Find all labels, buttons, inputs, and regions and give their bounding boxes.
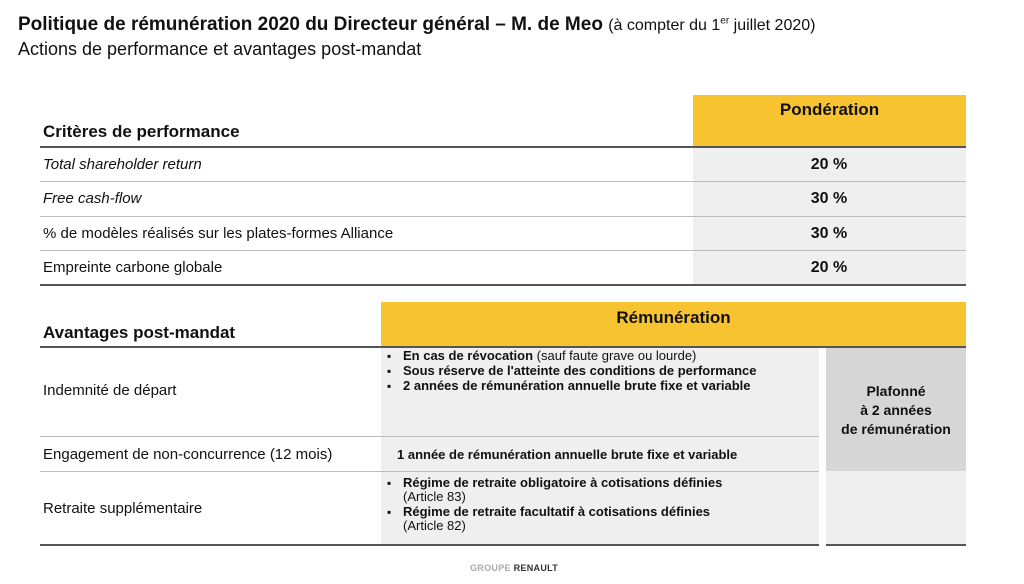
page-title xyxy=(18,14,815,36)
page-subtitle: Actions de performance et avantages post-mandat xyxy=(18,39,422,59)
performance-section-label: Critères de performance xyxy=(43,122,240,141)
title-date xyxy=(608,17,815,34)
criterion-tsr: Total shareholder return xyxy=(43,156,202,173)
cap-cell-empty xyxy=(826,471,966,544)
row-divider xyxy=(40,471,819,472)
weight-carbon: 20 % xyxy=(810,259,848,276)
label-retraite: Retraite supplémentaire xyxy=(43,500,203,517)
bullet-item: ▪ 2 années de rémunération annuelle brute fixe et variable xyxy=(381,379,781,393)
cap-line: de rémunération xyxy=(841,421,951,437)
criterion-carbon: Empreinte carbone globale xyxy=(43,259,223,276)
footer-brand: RENAULT xyxy=(513,563,559,573)
cap-text xyxy=(826,382,966,439)
non-concurrence-text: 1 année de rémunération annuelle brute fixe et variable xyxy=(397,447,738,462)
weight-fcf: 30 % xyxy=(810,190,848,207)
label-indemnite: Indemnité de départ xyxy=(43,382,177,399)
row-divider xyxy=(40,216,966,217)
post-mandat-section-label: Avantages post-mandat xyxy=(43,323,236,342)
bullet-item: ▪ En cas de révocation (sauf faute grave ou lourde) xyxy=(381,349,781,363)
criterion-fcf: Free cash-flow xyxy=(43,190,142,207)
date-suffix: juillet 2020) xyxy=(729,17,816,34)
weight-tsr: 20 % xyxy=(810,156,848,173)
post-mandat-bottom-rule xyxy=(40,544,819,546)
label-non-concurrence: Engagement de non-concurrence (12 mois) xyxy=(43,446,333,463)
weight-header: Pondération xyxy=(779,100,880,119)
retraite-bullets xyxy=(381,476,801,534)
remuneration-header: Rémunération xyxy=(616,308,731,327)
footer-group: GROUPE xyxy=(470,563,511,573)
row-divider xyxy=(40,181,966,182)
criterion-alliance: % de modèles réalisés sur les plates-formes Alliance xyxy=(43,225,394,242)
bullet-item: ▪ Régime de retraite obligatoire à cotisations définies (Article 83) xyxy=(381,476,801,504)
title-text: Politique de rémunération 2020 du Directeur général – M. de Meo xyxy=(18,14,603,35)
row-divider xyxy=(40,436,819,437)
date-sup: er xyxy=(720,15,730,27)
date-prefix: (à compter du 1 xyxy=(608,17,721,34)
footer-logo xyxy=(470,563,558,573)
cap-line: Plafonné xyxy=(866,383,926,399)
cap-bottom-rule xyxy=(826,544,966,546)
bullet-item: ▪ Régime de retraite facultatif à cotisations définies (Article 82) xyxy=(381,505,801,533)
bullet-item: ▪ Sous réserve de l'atteinte des conditions de performance xyxy=(381,364,781,378)
row-divider xyxy=(40,250,966,251)
indemnite-bullets xyxy=(381,349,781,394)
weight-alliance: 30 % xyxy=(810,225,848,242)
performance-bottom-rule xyxy=(40,284,966,286)
cap-line: à 2 années xyxy=(860,402,932,418)
